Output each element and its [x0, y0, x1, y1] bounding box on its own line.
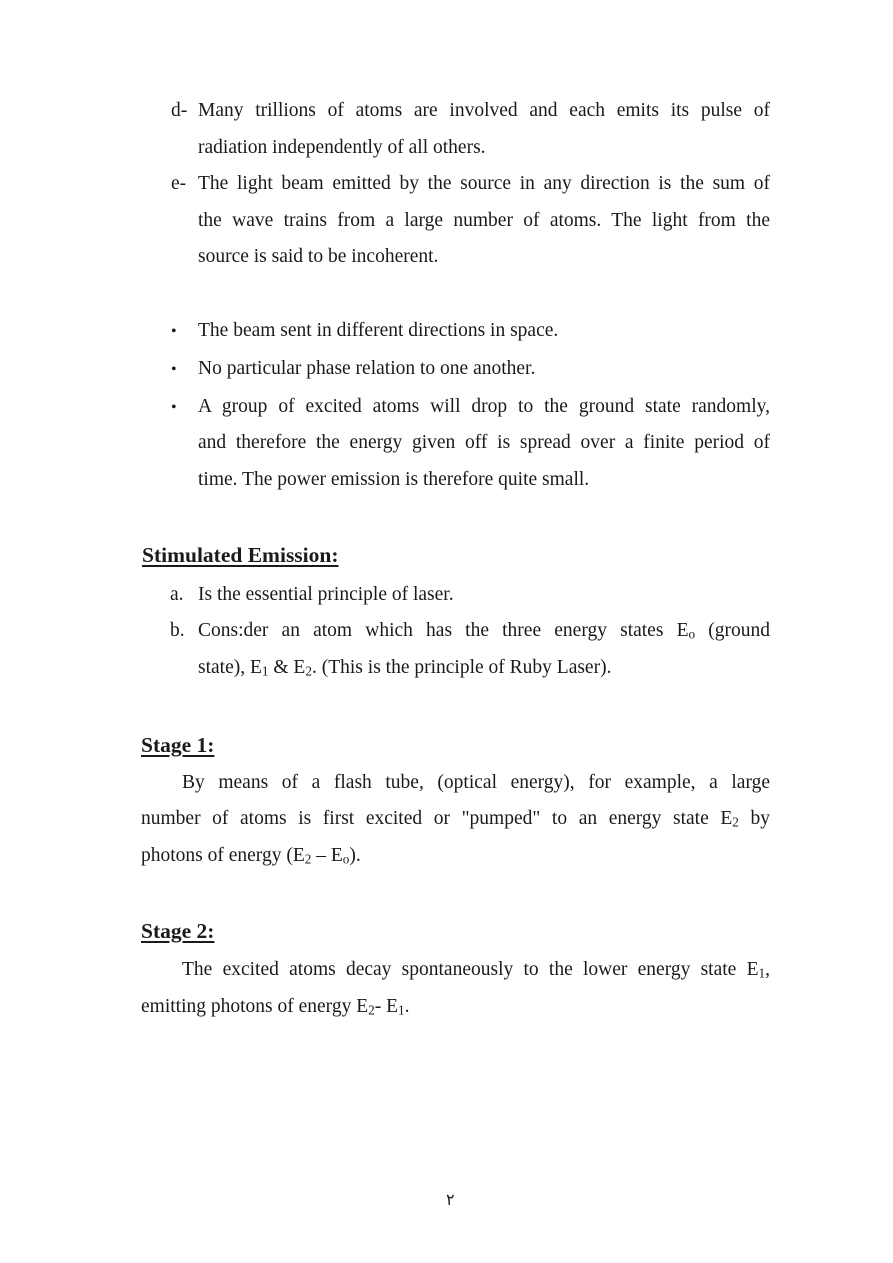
- list-item-b-line-2: state), $E_1$ & $E_2$. (This is the principle of Ruby Laser).: [198, 657, 612, 679]
- list-item-b-line-1: Cons:der an atom which has the three energy states $E_o$ (ground: [198, 620, 770, 642]
- list-item-d-line-1: Many trillions of atoms are involved and each emits its pulse of: [198, 100, 770, 121]
- section-heading-stage-1: Stage 1:: [141, 733, 215, 757]
- stage1-paragraph-line-1: By means of a flash tube, (optical energy), for example, a large: [182, 772, 770, 793]
- stage2-paragraph-line-2: emitting photons of energy $E_2-$ $E_1$.: [141, 996, 410, 1018]
- bullet-item-3-line-2: and therefore the energy given off is spread over a finite period of: [198, 432, 770, 453]
- section-heading-stage-2: Stage 2:: [141, 919, 215, 943]
- bullet-item-1: The beam sent in different directions in space.: [198, 320, 559, 341]
- stage1-paragraph-line-3: photons of energy $(E_2 - E_o)$.: [141, 845, 361, 867]
- bullet-item-3-line-1: A group of excited atoms will drop to the ground state randomly,: [198, 396, 770, 417]
- list-item-e-line-2: the wave trains from a large number of atoms. The light from the: [198, 210, 770, 231]
- list-item-d-line-2: radiation independently of all others.: [198, 137, 486, 158]
- bullet-marker: •: [171, 399, 177, 416]
- bullet-marker: •: [171, 361, 177, 378]
- page-number: ٢: [446, 1190, 455, 1209]
- list-item-e-line-3: source is said to be incoherent.: [198, 246, 439, 267]
- bullet-item-3-line-3: time. The power emission is therefore quite small.: [198, 469, 590, 490]
- list-marker-a: a.: [170, 584, 184, 605]
- list-item-a: Is the essential principle of laser.: [198, 584, 454, 605]
- section-heading-stimulated-emission: Stimulated Emission:: [142, 543, 339, 567]
- list-marker-e: e-: [171, 173, 187, 194]
- bullet-item-2: No particular phase relation to one another.: [198, 358, 536, 379]
- stage2-paragraph-line-1: The excited atoms decay spontaneously to the lower energy state $E_1$,: [182, 959, 770, 981]
- list-marker-d: d-: [171, 100, 188, 121]
- list-marker-b: b.: [170, 620, 185, 641]
- bullet-marker: •: [171, 323, 177, 340]
- stage1-paragraph-line-2: number of atoms is first excited or "pumped" to an energy state $E_2$ by: [141, 808, 771, 830]
- list-item-e-line-1: The light beam emitted by the source in any direction is the sum of: [198, 173, 770, 194]
